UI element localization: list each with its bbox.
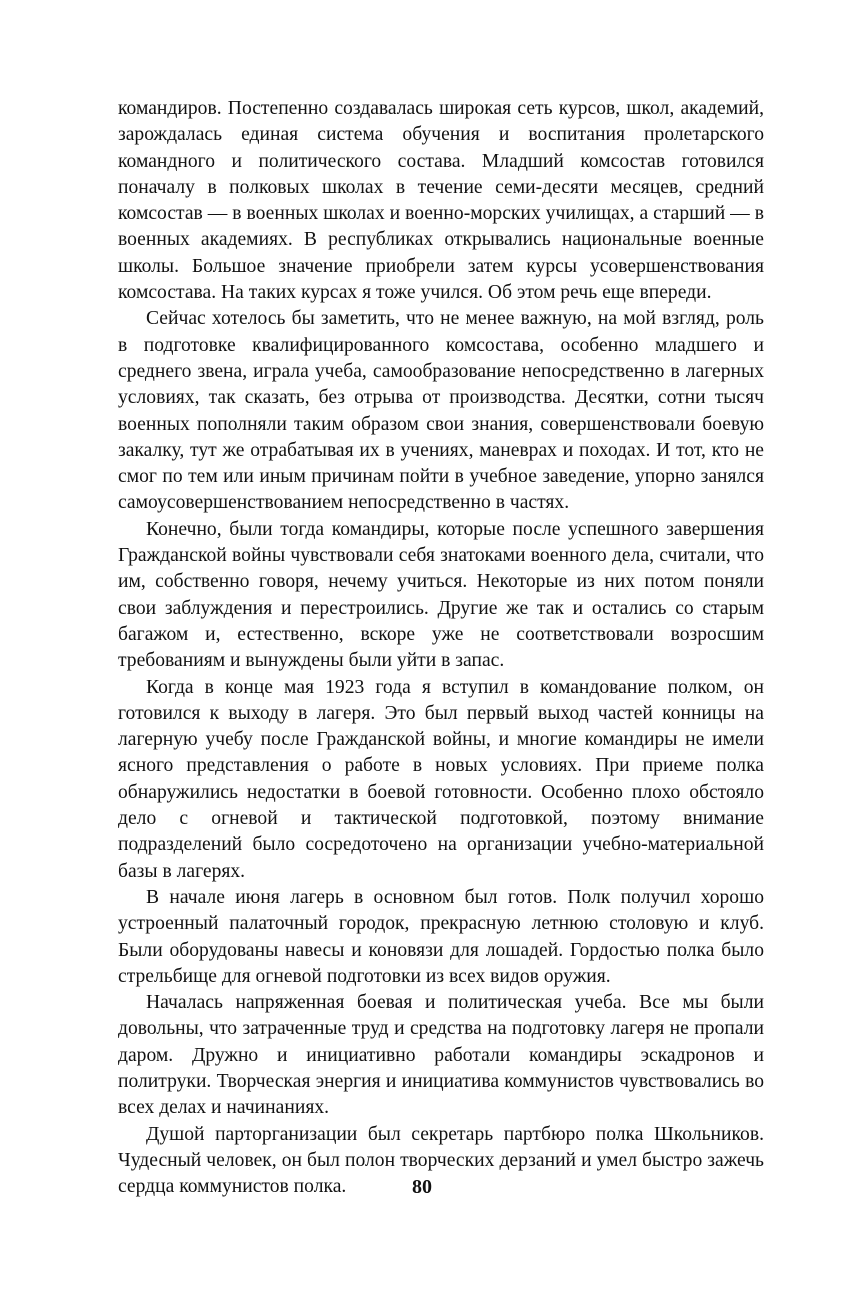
- page-body: [118, 96, 764, 1200]
- paragraph-3: Конечно, были тогда командиры, которые после успешного завершения Гражданской войны чувствовали себя знатоками военного дела, считали, что им, собственно говоря, нечему учиться. Некоторые из них потом поняли свои заблуждения и перестроились. Другие же так и остались со старым багажом и, естественно, вскоре уже не соответствовали возросшим требованиям и вынуждены были уйти в запас.: [118, 518, 764, 672]
- paragraph-6: Началась напряженная боевая и политическая учеба. Все мы были довольны, что затраченные труд и средства на подготовку лагеря не пропали даром. Дружно и инициативно работали командиры эскадронов и политруки. Творческая энергия и инициатива коммунистов чувствовались во всех делах и начинаниях.: [118, 992, 764, 1119]
- page-number: 80: [412, 1176, 432, 1198]
- paragraph-2: Сейчас хотелось бы заметить, что не менее важную, на мой взгляд, роль в подготовке квалифицированного комсостава, особенно младшего и среднего звена, играла учеба, самообразование непосредственно в лагерных условиях, так сказать, без отрыва от производства. Десятки, сотни тысяч военных пополняли таким образом свои знания, совершенствовали боевую закалку, тут же отрабатывая их в учениях, маневрах и походах. И тот, кто не смог по тем или иным причинам пойти в учебное заведение, упорно занялся самоусовершенствованием непосредственно в частях.: [118, 308, 764, 514]
- paragraph-5: В начале июня лагерь в основном был готов. Полк получил хорошо устроенный палаточный городок, прекрасную летнюю столовую и клуб. Были оборудованы навесы и коновязи для лошадей. Гордостью полка было стрельбище для огневой подготовки из всех видов оружия.: [118, 886, 764, 987]
- paragraph-1: командиров. Постепенно создавалась широкая сеть курсов, школ, академий, зарождалась единая система обучения и воспитания пролетарского командного и политического состава. Младший комсостав готовился поначалу в полковых школах в течение семи-десяти месяцев, средний комсостав — в военных школах и военно-морских училищах, а старший — в военных академиях. В республиках открывались национальные военные школы. Большое значение приобрели затем курсы усовершенствования комсостава. На таких курсах я тоже учился. Об этом речь еще впереди.: [118, 98, 764, 304]
- paragraph-4: Когда в конце мая 1923 года я вступил в командование полком, он готовился к выходу в лагеря. Это был первый выход частей конницы на лагерную учебу после Гражданской войны, и многие командиры не имели ясного представления о работе в новых условиях. При приеме полка обнаружились недостатки в боевой готовности. Особенно плохо обстояло дело с огневой и тактической подготовкой, поэтому внимание подразделений было сосредоточено на организации учебно-материальной базы в лагерях.: [118, 676, 764, 882]
- paragraph-7: Душой парторганизации был секретарь партбюро полка Школьников. Чудесный человек, он был полон творческих дерзаний и умел быстро зажечь сердца коммунистов полка.: [118, 1123, 764, 1198]
